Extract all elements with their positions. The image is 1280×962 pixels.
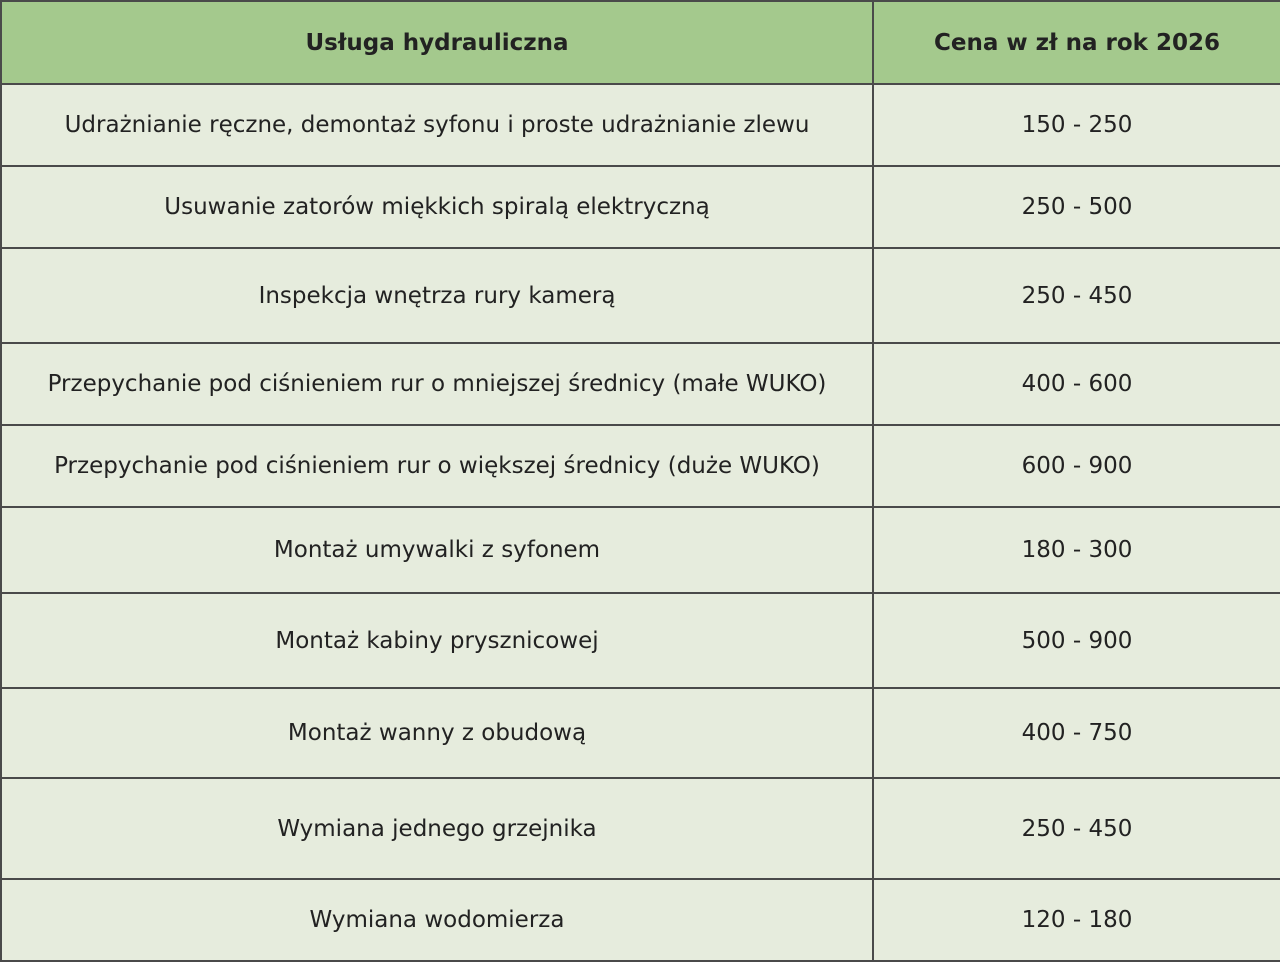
table-row	[1, 425, 1280, 507]
table-row	[1, 688, 1280, 778]
table-row	[1, 166, 1280, 248]
service-cell: Montaż umywalki z syfonem	[1, 507, 873, 593]
price-cell: 150 - 250	[873, 84, 1280, 166]
service-cell: Montaż kabiny prysznicowej	[1, 593, 873, 688]
price-cell: 400 - 600	[873, 343, 1280, 425]
table-row	[1, 248, 1280, 343]
table-row	[1, 84, 1280, 166]
price-cell: 600 - 900	[873, 425, 1280, 507]
service-cell: Udrażnianie ręczne, demontaż syfonu i proste udrażnianie zlewu	[1, 84, 873, 166]
price-cell: 120 - 180	[873, 879, 1280, 961]
service-cell: Przepychanie pod ciśnieniem rur o mniejszej średnicy (małe WUKO)	[1, 343, 873, 425]
table-row	[1, 778, 1280, 879]
service-cell: Usuwanie zatorów miękkich spiralą elektryczną	[1, 166, 873, 248]
service-cell: Montaż wanny z obudową	[1, 688, 873, 778]
price-cell: 500 - 900	[873, 593, 1280, 688]
table-row	[1, 879, 1280, 961]
price-cell: 250 - 500	[873, 166, 1280, 248]
table-row	[1, 593, 1280, 688]
header-price: Cena w zł na rok 2026	[873, 1, 1280, 84]
service-cell: Wymiana wodomierza	[1, 879, 873, 961]
price-cell: 400 - 750	[873, 688, 1280, 778]
service-cell: Przepychanie pod ciśnieniem rur o większej średnicy (duże WUKO)	[1, 425, 873, 507]
service-cell: Wymiana jednego grzejnika	[1, 778, 873, 879]
table-row	[1, 343, 1280, 425]
price-cell: 250 - 450	[873, 778, 1280, 879]
service-cell: Inspekcja wnętrza rury kamerą	[1, 248, 873, 343]
price-cell: 250 - 450	[873, 248, 1280, 343]
table-header	[1, 1, 1280, 84]
table-row	[1, 507, 1280, 593]
table-body	[1, 84, 1280, 961]
header-row	[1, 1, 1280, 84]
header-service: Usługa hydrauliczna	[1, 1, 873, 84]
price-cell: 180 - 300	[873, 507, 1280, 593]
